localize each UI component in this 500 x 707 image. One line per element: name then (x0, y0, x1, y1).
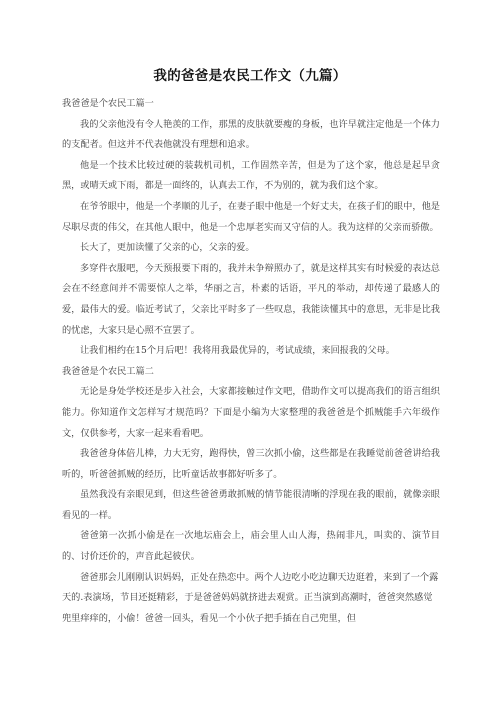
paragraph: 让我们相约在15个月后吧！我将用我最优异的，考试成绩，来回报我的父母。 (80, 345, 395, 357)
paragraph: 无论是身处学校还是步入社会，大家都接触过作文吧，借助作文可以提高我们的语言组织能力。你知道作文怎样写才规范吗？下面是小编为大家整理的我爸爸是个抓贼能手六年级作文，仅供参考，大家一起来看看吧。 (62, 386, 440, 439)
section-heading: 我爸爸是个农民工篇二 (62, 365, 154, 377)
paragraph: 他是一个技术比较过硬的装载机司机，工作固然辛苦，但是为了这个家，他总是起早贪黑，或晴天或下雨，都是一面终的，认真去工作，不为别的，就为我们这个家。 (62, 159, 440, 192)
document-body (62, 94, 440, 629)
paragraph: 我爸爸身体倍儿棒，力大无穷，跑得快，曾三次抓小偷，这些都是在我睡觉前爸爸讲给我听的，听爸爸抓贼的经历，比听童话故事都好听多了。 (62, 448, 440, 480)
paragraph: 我的父亲他没有令人艳羡的工作，那黑的皮肤就要瘦的身板，也许早就注定他是一个体力的支配者。但这并不代表他就没有理想和追求。 (62, 118, 440, 151)
section-heading: 我爸爸是个农民工篇一 (62, 98, 154, 109)
paragraph: 多穿件衣服吧，今天预报要下雨的，我并未争辩照办了，就是这样其实有时候爱的表达总会在不经意间并不需要惊人之举，华丽之言，朴素的话语，平凡的举动，却传递了最感人的爱，最伟大的爱。临近考试了，父亲比平时多了一些叹息，我能读懂其中的意思，无非是比我的忧虑，大家只是心照不宣罢了。 (62, 262, 440, 336)
paragraph: 爸爸第一次抓小偷是在一次地坛庙会上，庙会里人山人海，热闹非凡，叫卖的、演节目的、讨价还价的，声音此起彼伏。 (62, 530, 440, 563)
paragraph: 虽然我没有亲眼见到，但这些爸爸勇敢抓贼的情节能很清晰的浮现在我的眼前，就像亲眼看见的一样。 (62, 489, 440, 521)
paragraph: 在爷爷眼中，他是一个孝顺的儿子，在妻子眼中他是一个好丈夫，在孩子们的眼中，他是尽职尽责的伟父，在其他人眼中，他是一个忠厚老实而又守信的人。我为这样的父亲而骄傲。 (62, 200, 440, 233)
paragraph: 长大了，更加读懂了父亲的心，父亲的爱。 (80, 242, 255, 254)
paragraph: 爸爸那会儿刚刚认识妈妈，正处在热恋中。两个人边吃小吃边聊天边逛着，来到了一个露天的.表演场，节目还挺精彩，于是爸爸妈妈就挤进去观赏。正当演到高潮时，爸爸突然感觉兜里痒痒的，小偷！爸爸一回头，看见一个小伙子把手插在自己兜里，但 (62, 571, 439, 624)
document-title: 我的爸爸是农民工作文（九篇） (153, 68, 347, 84)
